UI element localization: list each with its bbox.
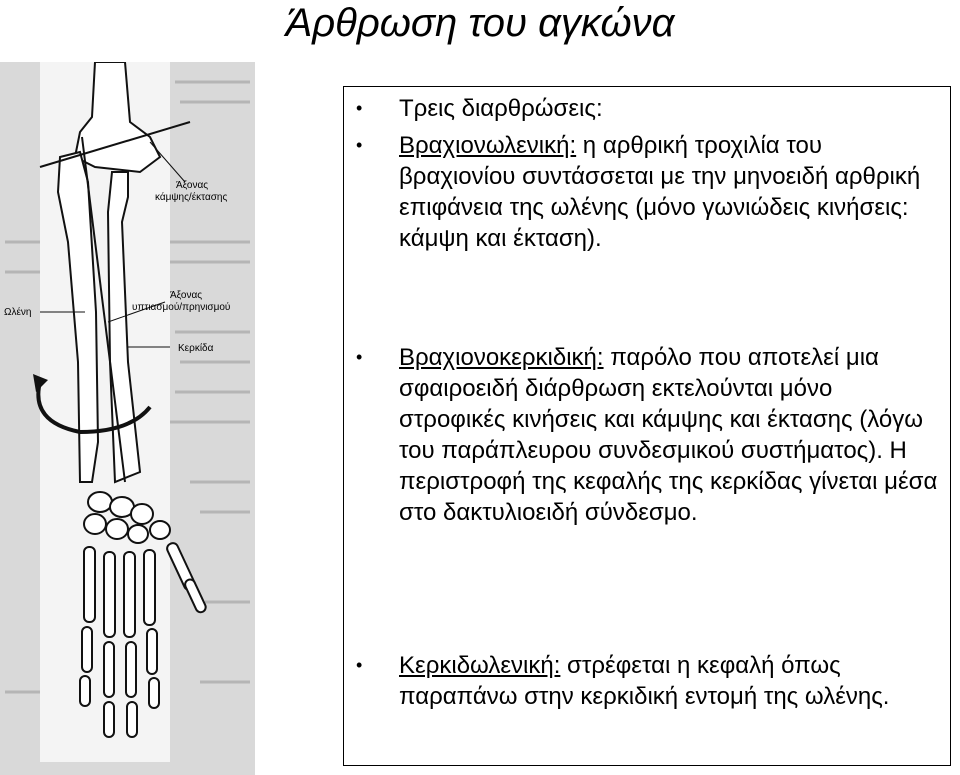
bullet-body: η αρθρική τροχιλία του βραχιονίου συντάσσεται με την μηνοειδή αρθρική επιφάνεια της ωλένης (μόνο γωνιώδεις κινήσεις: κάμψη και έκταση).: [399, 132, 921, 252]
bullet-lead: Τρεις διαρθρώσεις:: [399, 95, 603, 122]
label-ulna: Ωλένη: [4, 307, 32, 318]
bullet-dot-icon: •: [356, 98, 363, 118]
bullet-lead: Κερκιδωλενική:: [399, 652, 561, 679]
elbow-forearm-illustration: [0, 62, 255, 775]
bullet-dot-icon: •: [356, 655, 363, 675]
bullet-lead: Βραχιονωλενική:: [399, 132, 577, 159]
text-content-box: [343, 86, 951, 766]
label-rotation-axis: Άξονας υπτιασμού/πρηνισμού: [132, 290, 231, 313]
bullet-body: παρόλο που αποτελεί μια σφαιροειδή διάρθρωση εκτελούνται μόνο στροφικές κινήσεις και κάμψης και έκτασης (λόγω του παράπλευρου συνδεσμικού συστήματος). Η περιστροφή της κεφαλής της κερκίδας γίνεται μέσα στο δακτυλιοειδή σύνδεσμο.: [399, 344, 938, 526]
bullet-dot-icon: •: [356, 135, 363, 155]
label-radius: Κερκίδα: [178, 343, 214, 354]
bullet-dot-icon: •: [356, 347, 363, 367]
bullet-body: στρέφεται η κεφαλή όπως παραπάνω στην κερκιδική εντομή της ωλένης.: [399, 652, 890, 710]
slide-title: Άρθρωση του αγκώνα: [285, 1, 675, 45]
label-flexion-axis: Άξονας κάμψης/έκτασης: [155, 180, 228, 203]
bullet-lead: Βραχιονοκερκιδική:: [399, 344, 604, 371]
